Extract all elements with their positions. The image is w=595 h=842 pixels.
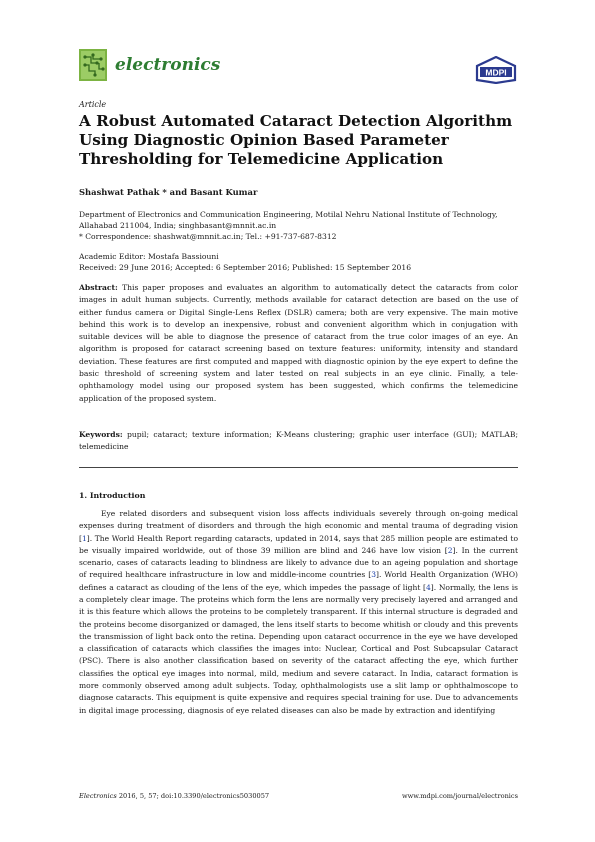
footer-journal: Electronics: [79, 792, 117, 800]
affiliation-line-1: Department of Electronics and Communication Engineering, Motilal Nehru National Institute of Technology,: [79, 210, 498, 219]
authors: Shashwat Pathak * and Basant Kumar: [79, 187, 258, 197]
citation-link-1[interactable]: 1: [81, 533, 87, 543]
paper-title: A Robust Automated Cataract Detection Algorithm Using Diagnostic Opinion Based Parameter Thresholding for Telemedicine Application: [79, 112, 513, 168]
correspondence: * Correspondence: shashwat@mnnit.ac.in; Tel.: +91-737-687-8312: [79, 232, 337, 241]
publication-dates: Received: 29 June 2016; Accepted: 6 September 2016; Published: 15 September 2016: [79, 263, 412, 272]
citation-link-2[interactable]: 2: [447, 545, 453, 555]
mdpi-logo-icon: [474, 56, 518, 84]
citation-link-4[interactable]: 4: [425, 582, 431, 592]
section-divider: [79, 467, 518, 468]
abstract: [79, 282, 518, 405]
abstract-text: This paper proposes and evaluates an algorithm to automatically detect the cataracts from color images in adult human subjects. Currently, methods available for cataract detection are based on the use of either fundus camera or Digital Single-Lens Reflex (DSLR) camera; both are very expensive. The main motive behind this work is to develop an inexpensive, robust and convenient algorithm which in conjugation with suitable devices will be able to diagnose the presence of cataract from the true color images of an eye. An algorithm is proposed for cataract screening based on texture features: uniformity, intensity and standard deviation. These features are first computed and mapped with diagnostic opinion by the eye expert to define the basic threshold of screening system and later tested on real subjects in an eye clinic. Finally, a tele-ophthamology model using our proposed system has been suggested, which confirms the telemedicine application of the proposed system.: [79, 283, 518, 403]
journal-name: electronics: [115, 55, 221, 75]
keywords-label: Keywords:: [79, 430, 123, 439]
intro-text-3: ]. In the current scenario, cases of cataracts leading to blindness are likely to advance due to an ageing population and shortage of required healthcare infrastructure in low and middle-income countries [: [79, 545, 518, 580]
citation-link-3[interactable]: 3: [371, 570, 376, 580]
abstract-label: Abstract:: [79, 283, 118, 292]
intro-text-2: ]. The World Health Report regarding cataracts, updated in 2014, says that 285 million people are estimated to be visually impaired worldwide, out of those 39 million are blind and 246 have low vision [: [79, 533, 518, 555]
introduction-paragraph: [79, 508, 518, 717]
academic-editor: Academic Editor: Mostafa Bassiouni: [79, 252, 219, 261]
journal-logo-icon: [79, 49, 107, 81]
affiliation-line-2: Allahabad 211004, India; singhbasant@mnnit.ac.in: [79, 221, 277, 230]
footer-citation: [79, 792, 269, 800]
publisher-name: MDPI: [485, 67, 507, 78]
keywords: [79, 429, 518, 454]
footer-url[interactable]: www.mdpi.com/journal/electronics: [401, 792, 518, 800]
footer-doi: 2016, 5, 57; doi:10.3390/electronics5030057: [118, 792, 270, 800]
section-heading: 1. Introduction: [79, 491, 146, 500]
intro-text-4: ]. World Health Organization (WHO) defines a cataract as clouding of the lens of the eye, which impedes the passage of light [: [79, 570, 518, 592]
article-type: Article: [79, 100, 107, 109]
keywords-text: pupil; cataract; texture information; K-Means clustering; graphic user interface (GUI); MATLAB; telemedicine: [79, 430, 518, 452]
intro-text-1: Eye related disorders and subsequent vision loss affects individuals severely through on-going medical expenses during treatment of disorders and through the high economic and mental trauma of degrading vision [: [79, 509, 518, 543]
intro-text-5: ]. Normally, the lens is a completely clear image. The proteins which form the lens are normally very precisely layered and arranged and it is this feature which allows the proteins to be completely transparent. If this internal structure is degraded and the proteins become disorganized or damaged, the lens itself starts to become whitish or cloudy and this prevents the transmission of light back onto the retina. Depending upon cataract occurrence in the eye we have developed a classification of cataracts which classifies the images into: Nuclear, Cortical and Post Subcapsular Cataract (PSC). There is also another classification based on severity of the cataract affecting the eye, which further classifies the optical eye images into normal, mild, medium and severe cataract. In India, cataract formation is more commonly observed among adult subjects. Today, ophthalmologists use a slit lamp or ophthalmoscope to diagnose cataracts. This equipment is quite expensive and requires special training for use. Due to advancements in digital image processing, diagnosis of eye related diseases can also be made by extraction and identifying: [79, 582, 518, 715]
